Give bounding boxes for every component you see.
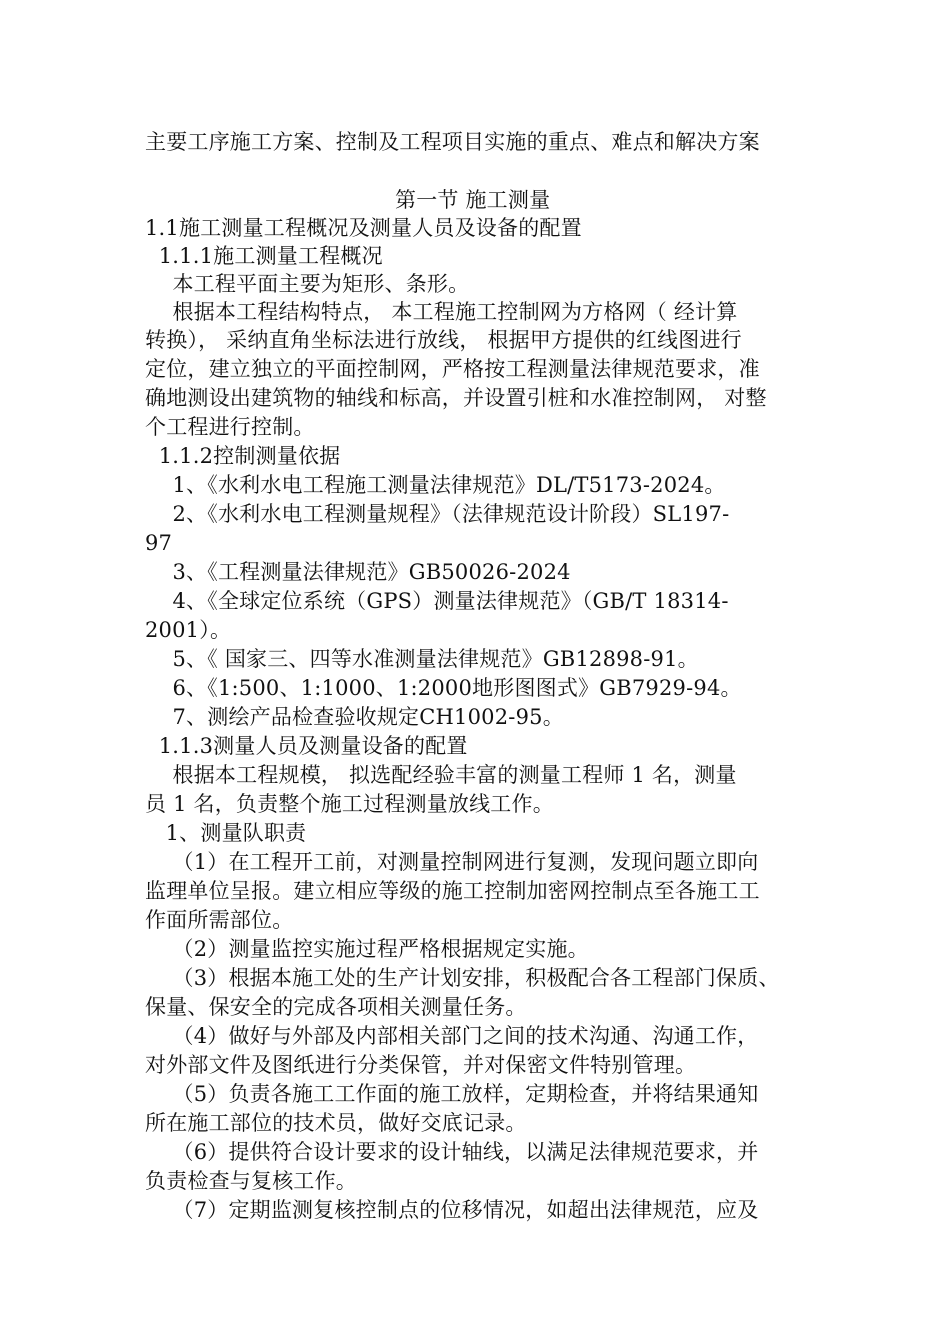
body-line: 2、《水利水电工程测量规程》（法律规范设计阶段）SL197- bbox=[145, 502, 730, 526]
body-line: 4、《全球定位系统（GPS）测量法律规范》（GB/T 18314- bbox=[145, 589, 729, 613]
body-line: 负责检查与复核工作。 bbox=[145, 1169, 357, 1193]
body-line: （2）测量监控实施过程严格根据规定实施。 bbox=[145, 937, 589, 961]
body-line: 1.1.2控制测量依据 bbox=[145, 444, 341, 468]
body-line: 1、《水利水电工程施工测量法律规范》DL/T5173-2024。 bbox=[145, 473, 726, 497]
body-line: 5、《 国家三、四等水准测量法律规范》GB12898-91。 bbox=[145, 647, 699, 671]
body-line: 1.1.3测量人员及测量设备的配置 bbox=[145, 734, 468, 758]
body-line: 本工程平面主要为矩形、条形。 bbox=[145, 272, 470, 296]
body-line: 1.1施工测量工程概况及测量人员及设备的配置 bbox=[145, 216, 582, 240]
body-line: 根据本工程结构特点， 本工程施工控制网为方格网（ 经计算 bbox=[145, 300, 738, 324]
body-line: 1、测量队职责 bbox=[145, 821, 307, 845]
body-line: 6、《1:500、1:1000、1:2000地形图图式》GB7929-94。 bbox=[145, 676, 742, 700]
body-line: 根据本工程规模， 拟选配经验丰富的测量工程师 1 名，测量 bbox=[145, 763, 737, 787]
body-line: 7、测绘产品检查验收规定CH1002-95。 bbox=[145, 705, 564, 729]
body-line: 所在施工部位的技术员，做好交底记录。 bbox=[145, 1111, 527, 1135]
document-title: 主要工序施工方案、控制及工程项目实施的重点、难点和解决方案 bbox=[145, 130, 760, 154]
body-line: 对外部文件及图纸进行分类保管，并对保密文件特别管理。 bbox=[145, 1053, 697, 1077]
body-line: 97 bbox=[145, 531, 173, 555]
body-line: （3）根据本施工处的生产计划安排，积极配合各工程部门保质、 bbox=[145, 966, 780, 990]
section-title: 第一节 施工测量 bbox=[395, 188, 551, 212]
body-line: 3、《工程测量法律规范》GB50026-2024 bbox=[145, 560, 571, 584]
body-line: 保量、保安全的完成各项相关测量任务。 bbox=[145, 995, 527, 1019]
body-line: 个工程进行控制。 bbox=[145, 415, 315, 439]
body-line: 定位，建立独立的平面控制网，严格按工程测量法律规范要求，准 bbox=[145, 357, 760, 381]
body-line: 1.1.1施工测量工程概况 bbox=[145, 244, 383, 268]
body-line: （7）定期监测复核控制点的位移情况，如超出法律规范，应及 bbox=[145, 1198, 759, 1222]
body-line: 转换）， 采纳直角坐标法进行放线， 根据甲方提供的红线图进行 bbox=[145, 328, 742, 352]
body-line: 作面所需部位。 bbox=[145, 908, 294, 932]
body-line: （6）提供符合设计要求的设计轴线，以满足法律规范要求，并 bbox=[145, 1140, 759, 1164]
body-line: （5）负责各施工工作面的施工放样，定期检查，并将结果通知 bbox=[145, 1082, 759, 1106]
body-line: 确地测设出建筑物的轴线和标高，并设置引桩和水准控制网， 对整 bbox=[145, 386, 767, 410]
body-line: 员 1 名，负责整个施工过程测量放线工作。 bbox=[145, 792, 554, 816]
body-line: （1）在工程开工前，对测量控制网进行复测，发现问题立即向 bbox=[145, 850, 759, 874]
body-line: 监理单位呈报。建立相应等级的施工控制加密网控制点至各施工工 bbox=[145, 879, 760, 903]
body-line: （4）做好与外部及内部相关部门之间的技术沟通、沟通工作， bbox=[145, 1024, 759, 1048]
body-line: 2001）。 bbox=[145, 618, 232, 642]
